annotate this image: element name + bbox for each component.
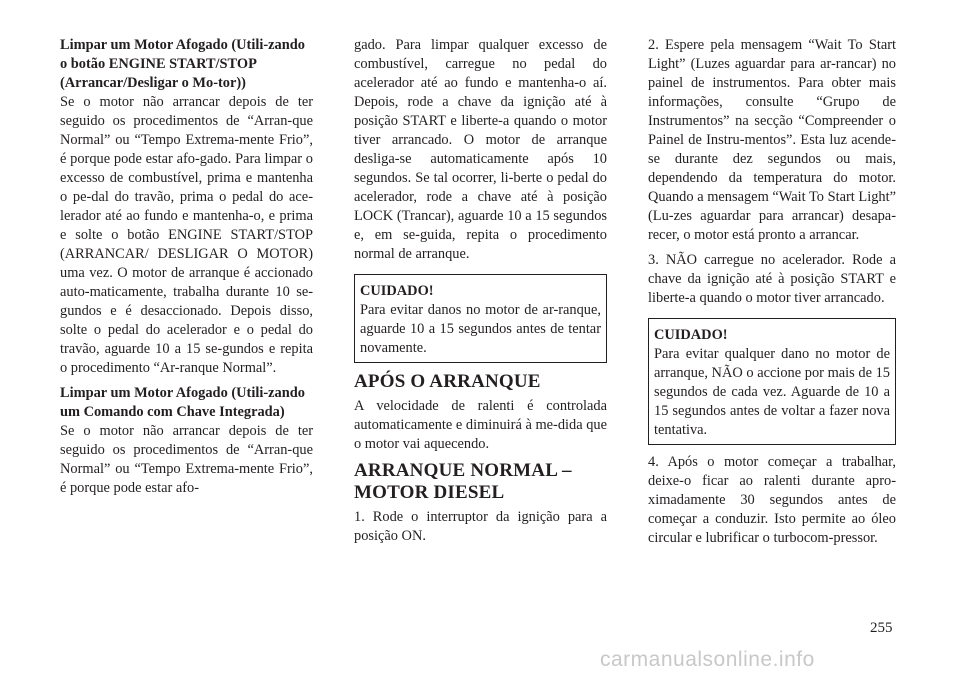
- step-4: 4. Após o motor começar a trabalhar, deixe-o ficar ao ralenti durante apro-ximadamente 30 segundos antes de começar a conduzir. Isto permite ao óleo circular e lubrificar o turbocom-pressor.: [648, 454, 896, 546]
- paragraph-flooded-engine-key-start: Se o motor não arrancar depois de ter seguido os procedimentos de “Arran-que Normal” ou “Tempo Extrema-mente Frio”, é porque pode estar afo-: [60, 423, 313, 496]
- column-right: [648, 36, 896, 554]
- step-2: 2. Espere pela mensagem “Wait To Start Light” (Luzes aguardar para ar-rancar) no painel de instrumentos. Para obter mais informações, consulte “Grupo de Instrumentos” na secção “Compreender o Painel de Instru-mentos”. Esta luz acende-se durante dez segundos ou mais, dependendo da temperatura do motor. Quando a mensagem “Wait To Start Light” (Lu-zes aguardar para arrancar) desapa-recer, o motor está pronto a arrancar.: [648, 37, 896, 243]
- page-number: 255: [870, 620, 893, 636]
- step-3: 3. NÃO carregue no acelerador. Rode a chave da ignição até à posição START e liberte-a quando o motor tiver arrancado.: [648, 252, 896, 306]
- column-middle: [354, 36, 607, 552]
- paragraph-flooded-engine-button: Se o motor não arrancar depois de ter seguido os procedimentos de “Arran-que Normal” ou “Tempo Extrema-mente Frio”, é porque pode estar afo-gado. Para limpar o excesso de combustível, prima e mantenha o pe-dal do travão, prima o pedal do ace-lerador até ao fundo e mantenha-o, e prima e solte o botão ENGINE START/STOP (ARRANCAR/ DESLIGAR O MOTOR) uma vez. O motor de arranque é accionado auto-maticamente, trabalha durante 10 se-gundos e é desaccionado. Depois disso, solte o pedal do acelerador e o pedal do travão, aguarde 10 a 15 se-gundos e repita o procedimento “Ar-ranque Normal”.: [60, 94, 313, 376]
- section-heading-diesel-start: ARRANQUE NORMAL – MOTOR DIESEL: [354, 460, 572, 503]
- paragraph-flooded-engine-key-continued: gado. Para limpar qualquer excesso de combustível, carregue no pedal do acelerador até ao fundo e mantenha-o aí. Depois, rode a chave da ignição até à posição START e liberte-a quando o motor tiver arrancado. O motor de arranque desliga-se automaticamente após 10 segundos. Se tal ocorrer, li-berte o pedal do acelerador, rode a chave até à posição LOCK (Trancar), aguarde 10 a 15 segundos e, em se-guida, repita o procedimento normal de arranque.: [354, 37, 607, 262]
- paragraph-idle-speed: A velocidade de ralenti é controlada automaticamente e diminuirá à me-dida que o motor vai aquecendo.: [354, 398, 607, 452]
- caution-title: CUIDADO!: [360, 283, 434, 299]
- step-1: 1. Rode o interruptor da ignição para a posição ON.: [354, 509, 607, 544]
- caution-text: Para evitar qualquer dano no motor de arranque, NÃO o accione por mais de 15 segundos de cada vez. Aguarde de 10 a 15 segundos antes de voltar a fazer nova tentativa.: [654, 346, 890, 438]
- section-heading-flooded-engine-button: Limpar um Motor Afogado (Utili-zando o botão ENGINE START/STOP (Arrancar/Desligar o Mo-tor)): [60, 37, 305, 91]
- caution-text: Para evitar danos no motor de ar-ranque, aguarde 10 a 15 segundos antes de tentar novamente.: [360, 302, 601, 356]
- caution-title: CUIDADO!: [654, 327, 728, 343]
- section-heading-after-start: APÓS O ARRANQUE: [354, 371, 541, 392]
- caution-box-starter-duration: [648, 318, 896, 445]
- section-heading-flooded-engine-key: Limpar um Motor Afogado (Utili-zando um Comando com Chave Integrada): [60, 385, 305, 420]
- watermark: carmanualsonline.info: [600, 648, 815, 671]
- column-left: [60, 36, 313, 504]
- caution-box-starter: [354, 274, 607, 363]
